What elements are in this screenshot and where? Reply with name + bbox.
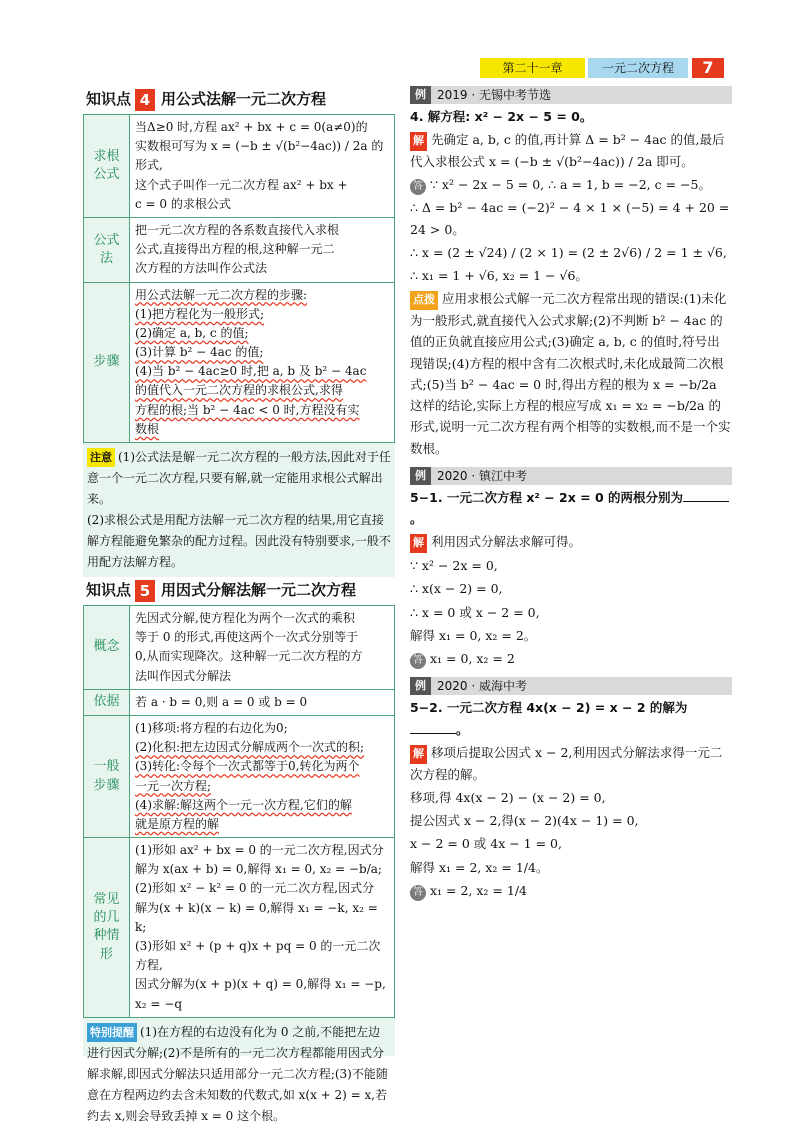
kp4-number: 4 <box>135 89 155 111</box>
kp5-row-content <box>130 606 395 690</box>
kp5-row-content <box>130 838 395 1018</box>
page-header <box>480 58 730 78</box>
work-line: x − 2 = 0 或 4x − 1 = 0, <box>410 836 562 852</box>
work-line: ∴ x(x − 2) = 0, <box>410 581 503 597</box>
solution-line <box>410 129 732 172</box>
kp5-row-label: 常见的几种情形 <box>84 838 130 1018</box>
work-line: 移项,得 4x(x − 2) − (x − 2) = 0, <box>410 789 606 805</box>
text-line: 先因式分解,使方程化为两个一次式的乘积 <box>135 611 355 625</box>
text-line: 解为(x + k)(x − k) = 0,解得 x₁ = −k, x₂ = k; <box>135 900 378 934</box>
example-source: 2020 · 镇江中考 <box>437 468 527 483</box>
kp5-number: 5 <box>135 580 155 602</box>
example-header <box>410 677 732 695</box>
work-line: 提公因式 x − 2,得(x − 2)(4x − 1) = 0, <box>410 813 639 828</box>
solution-text: 利用因式分解法求解可得。 <box>431 534 582 550</box>
da-badge: 答 <box>410 653 426 669</box>
text-line: c = 0 的求根公式 <box>135 196 231 211</box>
text-line: 次方程的方法叫作公式法 <box>135 261 268 276</box>
text-line: 就是原方程的解 <box>135 816 220 831</box>
note-text: (1)在方程的右边没有化为 0 之前,不能把左边进行因式分解;(2)不是所有的一元二次方程都能用因式分解求解,即因式分解法只适用部分一元二次方程;(3)不能随意在方程两边约去含未知数的代数式,如 x(x + 2) = x,若约去 x,则会导致丢掉 x = 0 这个根。 <box>87 1024 388 1123</box>
text-line: 当Δ≥0 时,方程 ax² + bx + c = 0(a≠0)的 <box>135 120 368 134</box>
topic-label: 一元二次方程 <box>588 58 688 78</box>
kp5-heading: 用因式分解法解一元二次方程 <box>161 581 357 600</box>
dianbo-badge: 点拨 <box>410 291 438 310</box>
answer-line <box>410 880 732 901</box>
kp5-row-content <box>130 689 395 715</box>
text-line: 0,从而实现降次。这种解一元二次方程的方 <box>135 649 363 664</box>
problem-text: 5−2. 一元二次方程 4x(x − 2) = x − 2 的解为 <box>410 700 688 716</box>
text-line: 数根 <box>135 421 160 436</box>
text-line: 这个式子叫作一元二次方程 ax² + bx + <box>135 177 348 192</box>
kp5-row <box>84 689 395 715</box>
text-line: 用公式法解一元二次方程的步骤: <box>135 287 308 302</box>
problem-line: 4. 解方程: x² − 2x − 5 = 0。 <box>410 109 593 124</box>
text-line: (2)确定 a, b, c 的值; <box>135 325 249 340</box>
text-line: x₂ = −q <box>135 996 182 1011</box>
text-line: (1)移项:将方程的右边化为0; <box>135 720 288 735</box>
page-number: 7 <box>692 58 724 78</box>
kp4-heading: 用公式法解一元二次方程 <box>161 90 327 109</box>
text-line: (1)把方程化为一般形式; <box>135 306 265 321</box>
text-line: (4)求解:解这两个一元一次方程,它们的解 <box>135 797 352 812</box>
text-line: 方程的根;当 b² − 4ac < 0 时,方程没有实 <box>135 402 360 417</box>
kp4-row <box>84 217 395 282</box>
text-line: (3)计算 b² − 4ac 的值; <box>135 345 264 360</box>
example-header <box>410 467 732 485</box>
kp5-table <box>83 605 395 1018</box>
knowledge-column <box>83 86 395 1123</box>
kp4-row-label: 步骤 <box>84 282 130 443</box>
solution-text: 先确定 a, b, c 的值,再计算 Δ = b² − 4ac 的值,最后代入求根公式 x = (−b ± √(b²−4ac)) / 2a 即可。 <box>410 132 725 169</box>
note-text: (1)公式法是解一元二次方程的一般方法,因此对于任意一个一元二次方程,只要有解,就一定能用求根公式解出来。 <box>87 450 391 506</box>
dianbo-text: 应用求根公式解一元二次方程常出现的错误:(1)未化为一般形式,就直接代入公式求解;(2)不判断 b² − 4ac 的值的正负就直接应用公式;(3)确定 a, b, c 的值时,符号出现错误;(4)方程的根中含有二次根式时,未化成最简二次根式;(5)当 b² − 4ac = 0 时,得出方程的根为 x = −b/2a 这样的结论,实际上方程的根应写成 x₁ = x₂ = −b/2a 的形式,说明一元二次方程有两个相等的实数根,而不是一个实数根。 <box>410 291 731 456</box>
kp4-note <box>83 443 395 577</box>
solution-line <box>410 742 732 785</box>
work-line: 解得 x₁ = 0, x₂ = 2。 <box>410 627 537 643</box>
example-tag: 例 <box>410 86 431 104</box>
text-line: (1)形如 ax² + bx = 0 的一元二次方程,因式分 <box>135 843 384 858</box>
text-line: 的值代入一元二次方程的求根公式,求得 <box>135 383 343 398</box>
text-line: 法叫作因式分解法 <box>135 668 232 683</box>
kp5-title <box>83 577 395 605</box>
kp4-row-content <box>130 115 395 218</box>
work-line: 解得 x₁ = 2, x₂ = 1/4。 <box>410 859 549 875</box>
note-tag: 注意 <box>87 448 115 467</box>
text-line: 等于 0 的形式,再使这两个一次式分别等于 <box>135 630 359 645</box>
kp5-note <box>83 1018 395 1131</box>
text-line: 解为 x(ax + b) = 0,解得 x₁ = 0, x₂ = −b/a; <box>135 862 382 877</box>
kp4-row-content <box>130 217 395 282</box>
answer-text: ∵ x² − 2x − 5 = 0, ∴ a = 1, b = −2, c = −5。 <box>430 177 711 193</box>
kp5-row-label: 一般步骤 <box>84 715 130 837</box>
text-line: 一元一次方程; <box>135 778 212 793</box>
kp5-row <box>84 606 395 690</box>
kp5-row-label: 依据 <box>84 689 130 715</box>
work-line: ∴ x = 0 或 x − 2 = 0, <box>410 604 540 620</box>
kp5-prefix: 知识点 <box>86 581 132 600</box>
example-header <box>410 86 732 104</box>
text-line: (3)转化:令每个一次式都等于0,转化为两个 <box>135 759 360 774</box>
kp5-row <box>84 715 395 837</box>
da-badge: 答 <box>410 179 426 195</box>
note-text: (2)求根公式是用配方法解一元二次方程的结果,用它直接解方程能避免繁杂的配方过程。因此没有特别要求,一般不用配方法解方程。 <box>87 513 391 569</box>
solution-line <box>410 531 732 553</box>
kp5-row-label: 概念 <box>84 606 130 690</box>
text-line: 公式,直接得出方程的根,这种解一元二 <box>135 242 335 257</box>
kp4-row-label: 公式法 <box>84 217 130 282</box>
answer-line <box>410 174 732 195</box>
text-line: 实数根可写为 x = (−b ± √(b²−4ac)) / 2a 的形式, <box>135 139 384 173</box>
answer-blank <box>683 490 729 502</box>
note-tag: 特别提醒 <box>87 1023 137 1042</box>
problem-line: 5−2. 一元二次方程 4x(x − 2) = x − 2 的解为。 <box>410 700 688 737</box>
solution-text: 移项后提取公因式 x − 2,利用因式分解法求得一元二次方程的解。 <box>410 744 723 782</box>
da-badge: 答 <box>410 885 426 901</box>
example-tag: 例 <box>410 677 431 695</box>
kp4-row-content <box>130 282 395 443</box>
problem-text: 5−1. 一元二次方程 x² − 2x = 0 的两根分别为 <box>410 489 684 505</box>
work-line: ∴ x = (2 ± √24) / (2 × 1) = (2 ± 2√6) / 2 = 1 ± √6, <box>410 244 727 260</box>
example-tag: 例 <box>410 467 431 485</box>
answer-blank <box>410 722 456 734</box>
text-line: 因式分解为(x + p)(x + q) = 0,解得 x₁ = −p, <box>135 977 386 992</box>
text-line: 把一元二次方程的各系数直接代入求根 <box>135 222 340 237</box>
work-line: ∵ x² − 2x = 0, <box>410 558 498 574</box>
kp4-table <box>83 114 395 443</box>
jie-badge: 解 <box>410 132 427 151</box>
text-line: (3)形如 x² + (p + q)x + pq = 0 的一元二次方程, <box>135 939 381 973</box>
example-source: 2019 · 无锡中考节选 <box>437 87 551 102</box>
chapter-label: 第二十一章 <box>480 58 585 78</box>
answer-text: x₁ = 2, x₂ = 1/4 <box>430 882 527 898</box>
jie-badge: 解 <box>410 534 427 553</box>
text-line: (2)形如 x² − k² = 0 的一元二次方程,因式分 <box>135 881 375 896</box>
problem-line: 5−1. 一元二次方程 x² − 2x = 0 的两根分别为。 <box>410 487 732 530</box>
example-source: 2020 · 威海中考 <box>437 679 527 694</box>
work-line: ∴ x₁ = 1 + √6, x₂ = 1 − √6。 <box>410 268 588 284</box>
kp4-row <box>84 115 395 218</box>
text-line: (2)化积:把左边因式分解成两个一次式的积; <box>135 740 365 755</box>
answer-line <box>410 648 732 669</box>
kp5-row-content <box>130 715 395 837</box>
kp4-prefix: 知识点 <box>86 90 132 109</box>
dianbo-line <box>410 288 732 458</box>
jie-badge: 解 <box>410 745 427 764</box>
text-line: (4)当 b² − 4ac≥0 时,把 a, b 及 b² − 4ac <box>135 364 367 379</box>
kp4-title <box>83 86 395 114</box>
work-line: ∴ Δ = b² − 4ac = (−2)² − 4 × 1 × (−5) = 4 + 20 = 24 > 0。 <box>410 200 730 237</box>
answer-text: x₁ = 0, x₂ = 2 <box>430 651 515 667</box>
examples-column <box>410 86 732 903</box>
kp5-row <box>84 838 395 1018</box>
kp4-row-label: 求根公式 <box>84 115 130 218</box>
kp4-row <box>84 282 395 443</box>
text-line: 若 a · b = 0,则 a = 0 或 b = 0 <box>135 694 308 709</box>
